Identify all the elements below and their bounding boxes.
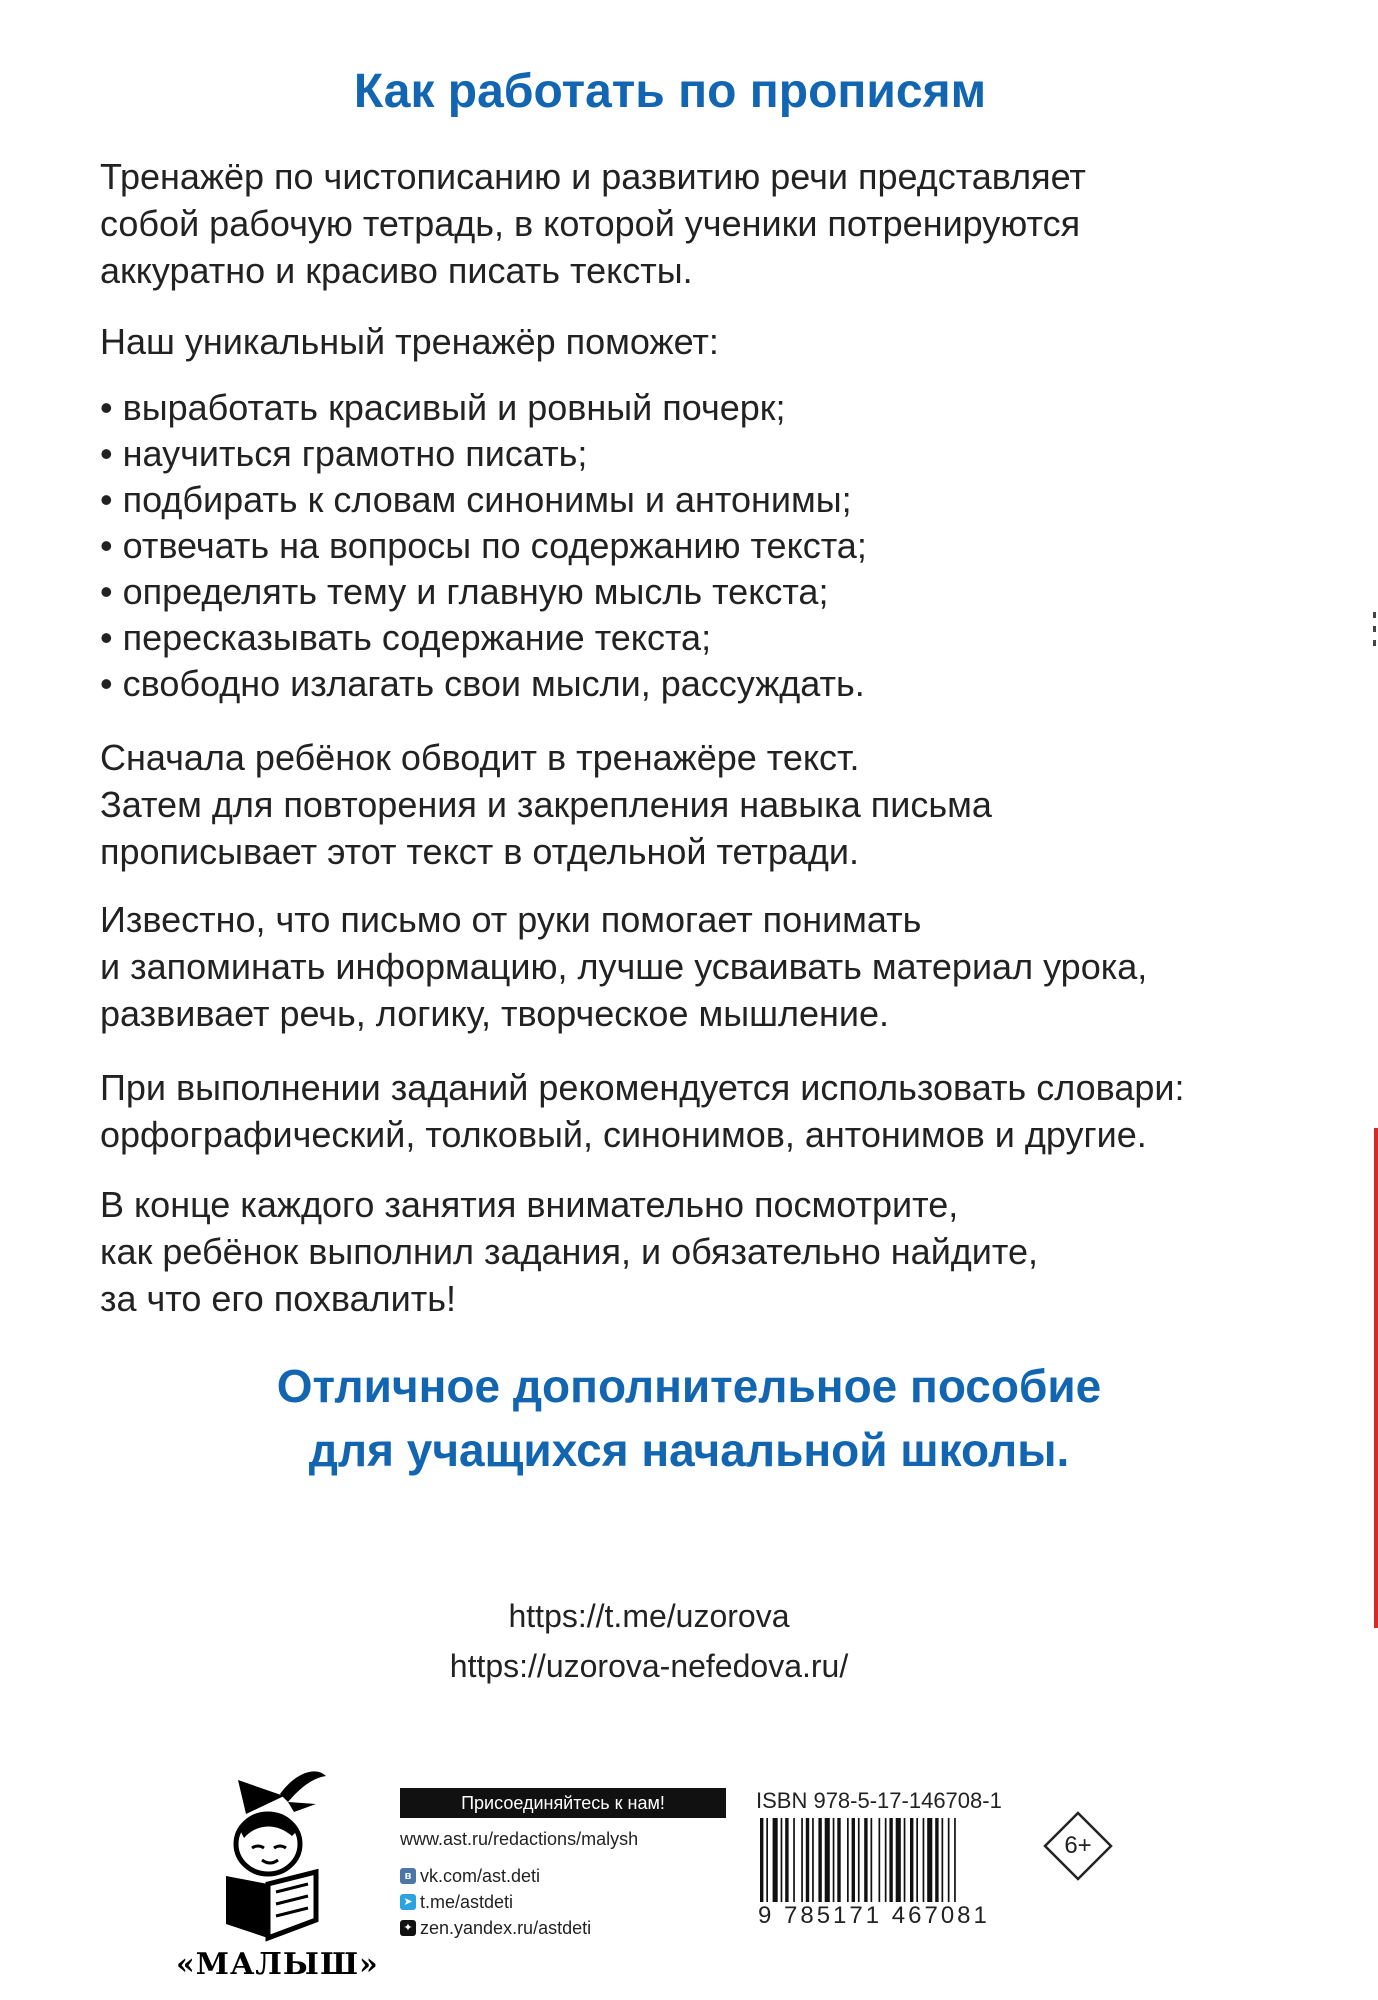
isbn-label: ISBN 978-5-17-146708-1	[756, 1788, 1002, 1813]
list-item: • определять тему и главную мысль текста;	[100, 569, 1260, 615]
barcode-bar	[879, 1818, 881, 1904]
vk-icon: в	[400, 1868, 416, 1884]
publisher-site-link[interactable]: www.ast.ru/redactions/malysh	[400, 1829, 639, 1849]
barcode-bar	[781, 1818, 783, 1904]
barcode-bar	[942, 1818, 944, 1904]
page-title: Как работать по прописям	[353, 65, 987, 118]
promo-line-1: Отличное дополнительное пособие	[276, 1360, 1102, 1412]
dictionaries-paragraph: При выполнении заданий рекомендуется использовать словари: орфографический, толковый, синонимов, антонимов и другие.	[100, 1067, 1185, 1155]
barcode-bar	[833, 1818, 835, 1904]
list-item: • научиться грамотно писать;	[100, 431, 1260, 477]
publisher-logo	[176, 1752, 379, 1984]
closing-paragraph: В конце каждого занятия внимательно посмотрите, как ребёнок выполнил задания, и обязательно найдите, за что его похвалить!	[100, 1184, 1039, 1319]
list-item: • отвечать на вопросы по содержанию текста;	[100, 523, 1260, 569]
barcode-bar	[818, 1818, 821, 1904]
vk-link[interactable]	[400, 1864, 540, 1888]
join-banner: Присоединяйтесь к нам!	[400, 1788, 726, 1818]
barcode-number: 9 785171 467081	[758, 1902, 990, 1929]
telegram-link[interactable]: https://t.me/uzorova	[508, 1598, 790, 1634]
barcode-bar	[812, 1818, 814, 1904]
barcode-bar	[885, 1818, 887, 1904]
edge-color-strip	[1374, 1128, 1378, 1628]
list-item: • подбирать к словам синонимы и антонимы;	[100, 477, 1260, 523]
age-rating-text: 6+	[1064, 1832, 1092, 1859]
intro-paragraph: Тренажёр по чистописанию и развитию речи представляет собой рабочую тетрадь, в которой ученики потренируются аккуратно и красиво писать тексты.	[100, 156, 1086, 291]
telegram-icon: ➤	[400, 1894, 416, 1910]
barcode-bar	[896, 1818, 901, 1904]
barcode-bar	[837, 1818, 840, 1904]
telegram-channel-link[interactable]	[400, 1890, 513, 1914]
barcode-bar	[806, 1818, 809, 1904]
promo-slogan	[0, 1354, 1378, 1482]
vk-link-text: vk.com/ast.deti	[420, 1866, 541, 1886]
list-item: • выработать красивый и ровный почерк;	[100, 385, 1260, 431]
barcode-bar	[923, 1818, 925, 1904]
barcode-bar	[793, 1818, 795, 1904]
list-item: • свободно излагать свои мысли, рассуждать.	[100, 661, 1260, 707]
telegram-link-text: t.me/astdeti	[420, 1892, 514, 1912]
barcode-bar	[904, 1818, 906, 1904]
barcode-bar	[910, 1818, 913, 1904]
barcode-bar	[916, 1818, 918, 1904]
barcode-bar	[801, 1818, 803, 1904]
barcode-bar	[825, 1818, 830, 1904]
barcode-bar	[889, 1818, 892, 1904]
barcode-bar	[852, 1818, 855, 1904]
barcode-bar	[927, 1818, 932, 1904]
help-lead-paragraph: Наш уникальный тренажёр поможет:	[100, 321, 719, 362]
barcode-bar	[935, 1818, 938, 1904]
promo-line-2: для учащихся начальной школы.	[308, 1424, 1070, 1476]
skills-list	[100, 385, 1260, 707]
logo-figure-icon	[176, 1752, 376, 1952]
procedure-paragraph: Сначала ребёнок обводит в тренажёре текст. Затем для повторения и закрепления навыка письма прописывает этот текст в отдельной тетради.	[100, 737, 992, 872]
barcode-bar	[847, 1818, 849, 1904]
barcode-bar	[785, 1818, 788, 1904]
barcode-bar	[773, 1818, 778, 1904]
website-link[interactable]: https://uzorova-nefedova.ru/	[449, 1648, 849, 1684]
barcode-bar	[871, 1818, 873, 1904]
logo-wordmark: «МАЛЫШ»	[176, 1947, 379, 1982]
edge-marks	[1373, 612, 1376, 646]
list-item: • пересказывать содержание текста;	[100, 615, 1260, 661]
benefits-paragraph: Известно, что письмо от руки помогает понимать и запоминать информацию, лучше усваивать материал урока, развивает речь, логику, творческое мышление.	[100, 899, 1148, 1034]
zen-icon: ✦	[400, 1920, 416, 1936]
zen-link-text: zen.yandex.ru/astdeti	[420, 1918, 592, 1938]
zen-link[interactable]	[400, 1916, 591, 1940]
